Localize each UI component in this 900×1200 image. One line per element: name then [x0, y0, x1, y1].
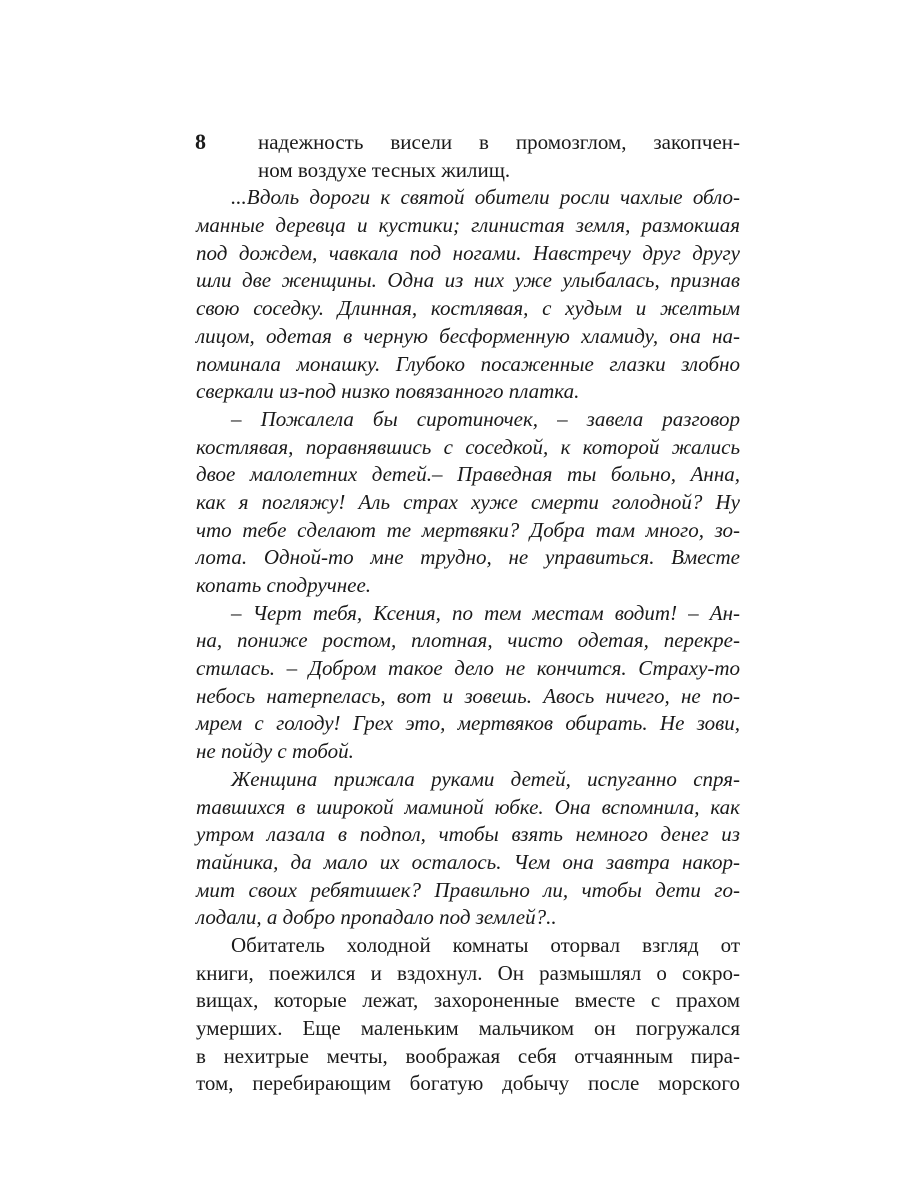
text-line: на, пониже ростом, плотная, чисто одетая, перекре- — [196, 628, 740, 653]
text-line: ...Вдоль дороги к святой обители росли чахлые обло- — [231, 185, 740, 210]
text-line: мрем с голоду! Грех это, мертвяков обирать. Не зови, — [196, 711, 740, 736]
text-line: том, перебирающим богатую добычу после морского — [196, 1071, 740, 1096]
text-line: Женщина прижала руками детей, испуганно спря- — [231, 766, 740, 791]
text-line: – Пожалела бы сиротиночек, – завела разговор — [231, 406, 740, 431]
text-line: небось натерпелась, вот и зовешь. Авось ничего, не по- — [196, 683, 740, 708]
text-line: умерших. Еще маленьким мальчиком он погружался — [196, 1016, 740, 1040]
body-text — [196, 129, 740, 1098]
text-line: шли две женщины. Одна из них уже улыбалась, признав — [196, 268, 740, 293]
text-line: двое малолетних детей.– Праведная ты больно, Анна, — [196, 462, 740, 487]
text-line: ном воздухе тесных жилищ. — [258, 157, 511, 182]
page-number: 8 — [195, 129, 206, 154]
text-line: книги, поежился и вздохнул. Он размышлял о сокро- — [196, 960, 740, 985]
text-line: мит своих ребятишек? Правильно ли, чтобы дети го- — [196, 877, 740, 902]
text-line: лицом, одетая в черную бесформенную хламиду, она на- — [196, 323, 740, 348]
paragraph — [196, 406, 740, 600]
text-line: сверкали из-под низко повязанного платка. — [196, 379, 580, 404]
text-line: надежность висели в промозглом, закопчен- — [258, 130, 740, 154]
text-line: поминала монашку. Глубоко посаженные глазки злобно — [196, 351, 740, 376]
text-line: как я погляжу! Аль страх хуже смерти голодной? Ну — [196, 489, 740, 514]
text-line: тайника, да мало их осталось. Чем она завтра накор- — [196, 849, 740, 874]
text-line: что тебе сделают те мертвяки? Добра там много, зо- — [196, 517, 740, 542]
text-line: стилась. – Добром такое дело не кончится. Страху-то — [196, 656, 740, 681]
text-line: утром лазала в подпол, чтобы взять немного денег из — [196, 822, 740, 847]
text-line: тавшихся в широкой маминой юбке. Она вспомнила, как — [196, 794, 740, 819]
text-line: под дождем, чавкала под ногами. Навстречу друг другу — [196, 240, 740, 265]
text-line: копать сподручнее. — [196, 573, 372, 597]
paragraph — [196, 932, 740, 1098]
text-line: – Черт тебя, Ксения, по тем местам водит! – Ан- — [231, 600, 740, 625]
paragraph — [196, 766, 740, 932]
text-line: лодали, а добро пропадало под землей?.. — [196, 905, 557, 930]
text-line: не пойду с тобой. — [196, 739, 354, 764]
paragraph — [196, 600, 740, 766]
paragraph — [196, 184, 740, 406]
text-line: манные деревца и кустики; глинистая земля, размокшая — [196, 213, 740, 238]
text-line: вищах, которые лежат, захороненные вместе с прахом — [196, 988, 740, 1013]
text-line: Обитатель холодной комнаты оторвал взгляд от — [231, 932, 740, 957]
text-line: в нехитрые мечты, воображая себя отчаянным пира- — [196, 1043, 740, 1068]
paragraph — [196, 129, 740, 184]
text-line: свою соседку. Длинная, костлявая, с худым и желтым — [196, 296, 740, 321]
text-line: костлявая, поравнявшись с соседкой, к которой жались — [196, 434, 740, 459]
text-line: лота. Одной-то мне трудно, не управиться. Вместе — [196, 545, 740, 570]
